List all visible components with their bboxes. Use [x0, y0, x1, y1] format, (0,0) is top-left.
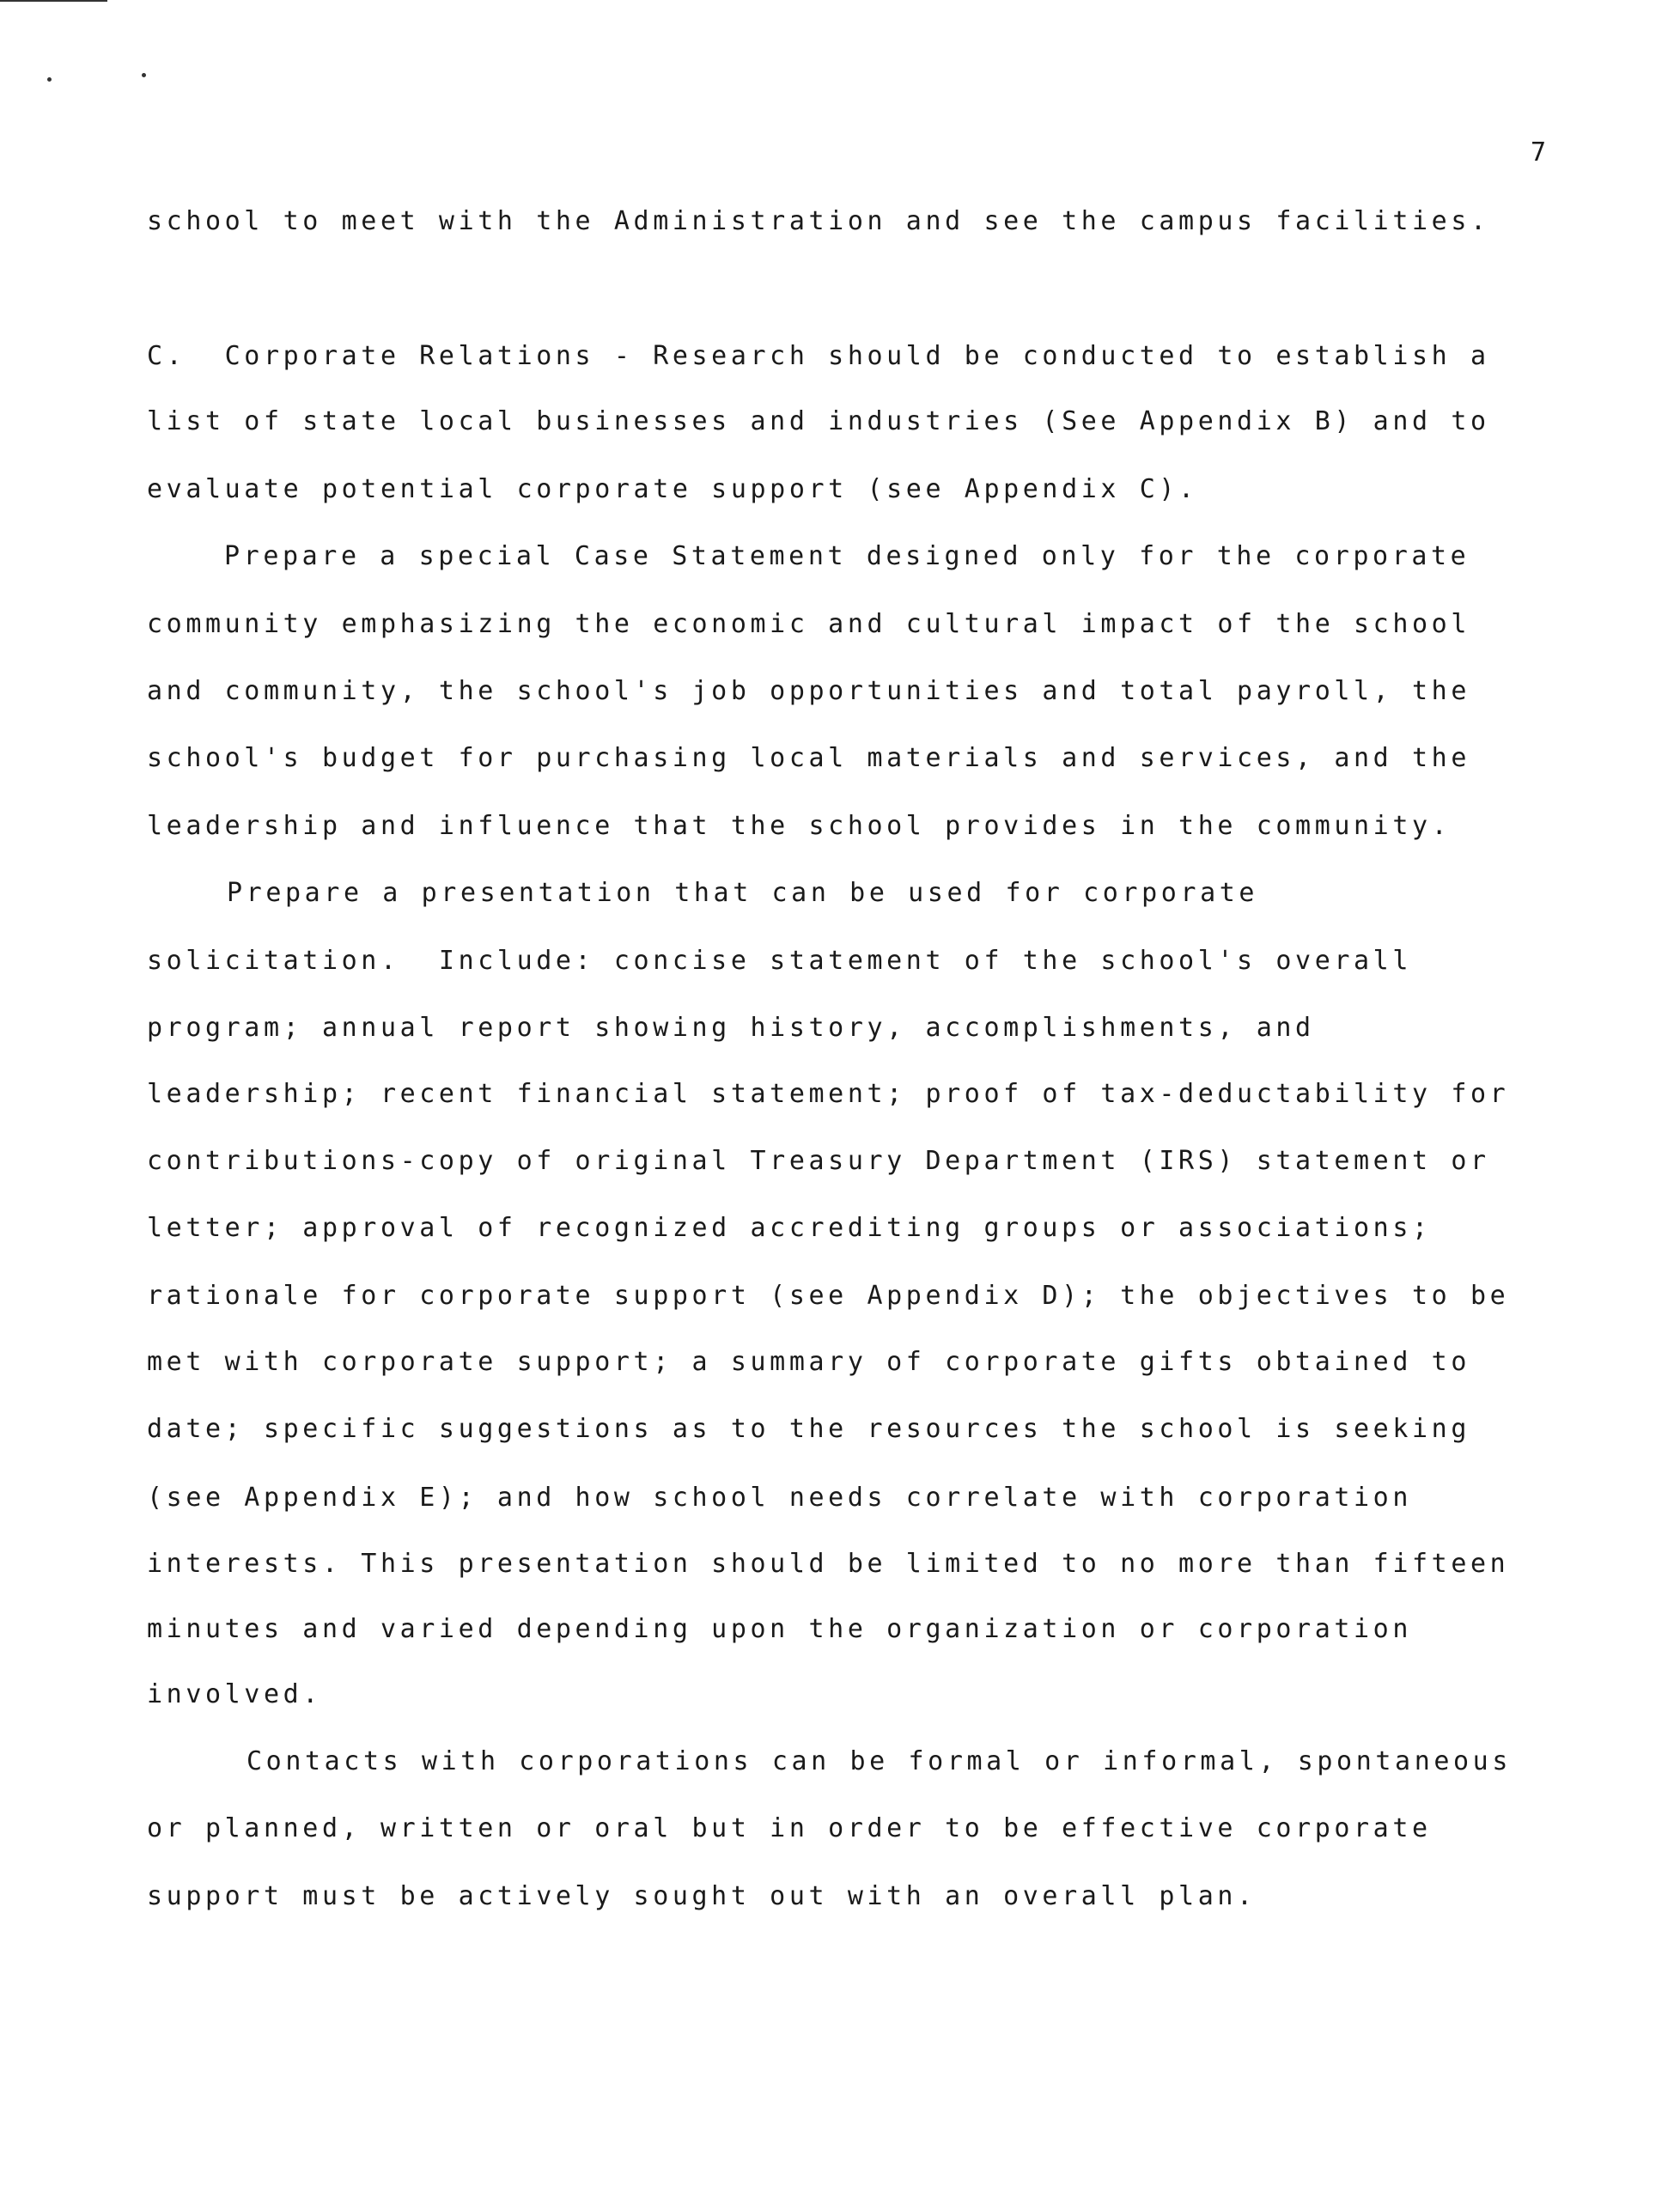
body-line: school's budget for purchasing local materials and services, and the [147, 743, 1470, 773]
body-line: community emphasizing the economic and cultural impact of the school [147, 609, 1470, 639]
body-line: leadership; recent financial statement; proof of tax-deductability for [147, 1079, 1510, 1109]
scan-speck [142, 73, 146, 77]
body-line: (see Appendix E); and how school needs correlate with corporation [147, 1483, 1412, 1513]
section-heading-line: C. Corporate Relations - Research should be conducted to establish a [147, 341, 1490, 371]
body-line: rationale for corporate support (see Appendix D); the objectives to be [147, 1281, 1510, 1311]
scan-edge-mark [0, 0, 107, 2]
paragraph-start-line: Prepare a presentation that can be used for corporate [227, 878, 1259, 908]
body-line: support must be actively sought out with an overall plan. [147, 1881, 1257, 1911]
body-line: interests. This presentation should be limited to no more than fifteen [147, 1549, 1510, 1579]
body-line: contributions-copy of original Treasury Department (IRS) statement or [147, 1146, 1490, 1176]
body-line: or planned, written or oral but in order to be effective corporate [147, 1813, 1432, 1843]
body-line: solicitation. Include: concise statement of the school's overall [147, 946, 1412, 976]
body-line: school to meet with the Administration and see the campus facilities. [147, 206, 1490, 236]
body-line: minutes and varied depending upon the organization or corporation [147, 1614, 1412, 1644]
body-line: leadership and influence that the school provides in the community. [147, 811, 1452, 841]
body-line: letter; approval of recognized accrediting groups or associations; [147, 1213, 1432, 1243]
body-line: date; specific suggestions as to the resources the school is seeking [147, 1414, 1470, 1444]
body-line: involved. [147, 1679, 322, 1709]
scan-speck [47, 77, 52, 82]
page-number: 7 [1531, 137, 1547, 168]
paragraph-start-line: Contacts with corporations can be formal or informal, spontaneous [247, 1746, 1512, 1776]
body-line: list of state local businesses and industries (See Appendix B) and to [147, 406, 1490, 436]
body-line: evaluate potential corporate support (see Appendix C). [147, 474, 1198, 504]
body-line: and community, the school's job opportunities and total payroll, the [147, 676, 1470, 706]
paragraph-start-line: Prepare a special Case Statement designed only for the corporate [224, 541, 1470, 571]
body-line: met with corporate support; a summary of corporate gifts obtained to [147, 1347, 1470, 1377]
body-line: program; annual report showing history, accomplishments, and [147, 1013, 1315, 1043]
